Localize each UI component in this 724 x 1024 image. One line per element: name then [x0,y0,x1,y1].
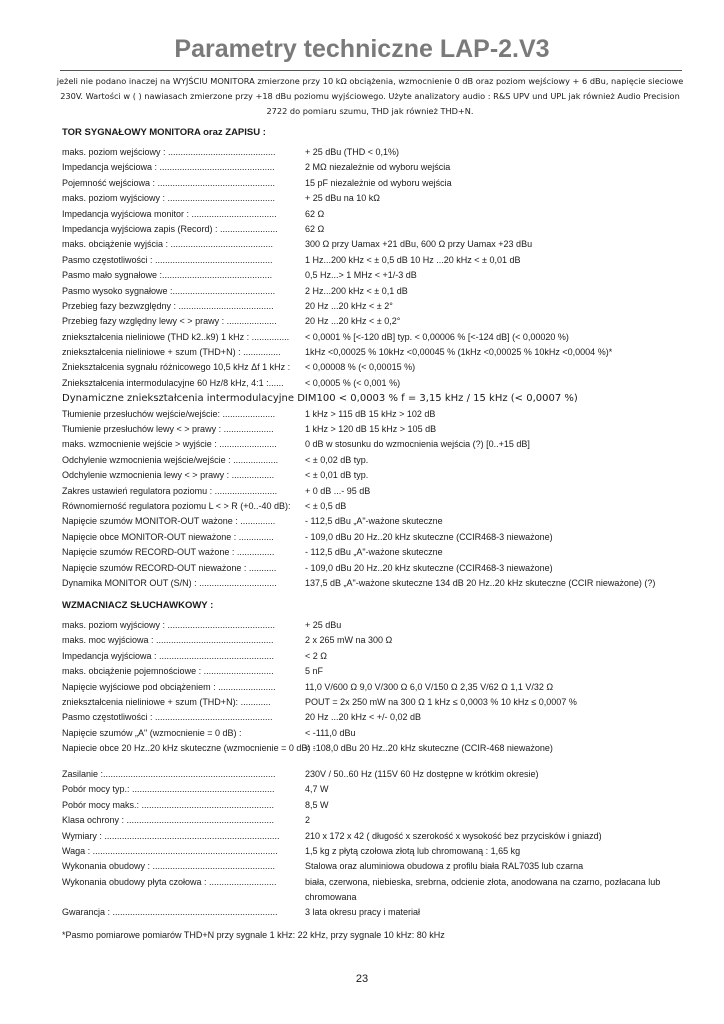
intro-paragraph: jeżeli nie podano inaczej na WYJŚCIU MONITORA zmierzone przy 10 kΩ obciążenia, wzmocnienie 0 dB oraz poziom wejściowy + 6 dBu, napięcie sieciowe 230V. Wartości w ( ) nawiasach zmierzone przy +18 dBu poziomu wyjściowego. Użyte analizatory audio : R&S UPV und UPL jak również Audio Precision 2722 do pomiaru szumu, THD jak również THD+N. [56,76,684,116]
spec-label: Tłumienie przesłuchów wejście/wejście: ..................... [62,408,276,419]
spec-value: 137,5 dB „A"-ważone skuteczne 134 dB 20 Hz..20 kHz skuteczne (CCIR nieważone) (?) [305,577,656,588]
spec-label: Napiecie obce 20 Hz..20 kHz skuteczne (wzmocnienie = 0 dB) : [62,743,316,754]
spec-label: Zniekształcenia sygnału różnicowego 10,5 kHz Δf 1 kHz : [62,362,291,373]
spec-label: Impedancja wyjściowa : .............................................. [62,650,275,661]
spec-row [62,710,702,725]
spec-row [62,767,702,782]
spec-label: Pasmo wysoko sygnałowe :......................................... [62,285,276,296]
spec-value: < ± 0,5 dB [305,500,347,511]
headphone-spec-table [62,618,702,757]
spec-value: 20 Hz ...20 kHz < +/- 0,02 dB [305,712,422,723]
spec-row [62,695,702,710]
spec-row [62,844,702,859]
spec-value: 2 MΩ niezależnie od wyboru wejścia [305,162,451,173]
spec-label: Zasilanie :..................................................................... [62,769,276,779]
spec-label: Dynamika MONITOR OUT (S/N) : ............................... [62,577,277,588]
spec-value: - 109,0 dBu 20 Hz..20 kHz skuteczne (CCIR468-3 nieważone) [305,531,553,542]
spec-label: Pasmo częstotliwości : ............................................... [62,712,273,723]
spec-label: Napięcie szumów RECORD-OUT nieważone : ........... [62,562,277,573]
spec-value: 210 x 172 x 42 ( długość x szerokość x wysokość bez przycisków i gniazd) [305,830,602,841]
spec-label: zniekształcenia nieliniowe + szum (THD+N): ............ [62,696,271,707]
spec-label: maks. obciążenie pojemnościowe : ............................ [62,666,274,677]
spec-row [62,782,702,797]
spec-value: 1 kHz > 120 dB 15 kHz > 105 dB [305,424,437,435]
spec-row [62,376,702,391]
spec-value: biała, czerwona, niebieska, srebrna, odcienie złota, anodowana na czarno, pozłacana lub chromowana [305,876,661,902]
spec-row [62,561,702,576]
spec-label: Równomierność regulatora poziomu L < > R (+0..-40 dB): [62,500,291,511]
spec-value: < 0,00008 % (< 0,00015 %) [305,362,416,373]
spec-value: 20 Hz ...20 kHz < ± 0,2° [305,316,401,327]
spec-value: Stalowa oraz aluminiowa obudowa z profilu biała RAL7035 lub czarna [305,861,584,872]
spec-label: Napięcie wyjściowe pod obciążeniem : ....................... [62,681,276,692]
spec-row [62,859,702,874]
spec-row [62,176,702,191]
spec-label: maks. poziom wejściowy : ........................................... [62,147,276,157]
spec-value: < -111,0 dBu [305,727,356,738]
footnote: *Pasmo pomiarowe pomiarów THD+N przy sygnale 1 kHz: 22 kHz, przy sygnale 10 kHz: 80 kHz [62,930,445,940]
spec-label: Pobór mocy typ.: ......................................................... [62,784,275,795]
page-title: Parametry techniczne LAP-2.V3 [174,35,550,63]
spec-label: maks. poziom wyjściowy : ........................................... [62,620,276,630]
spec-row [62,222,702,237]
spec-row [62,680,702,695]
spec-value: 1kHz <0,00025 % 10kHz <0,00045 % (1kHz <0,00025 % 10kHz <0,0004 %)* [305,347,613,358]
spec-label: Wykonania obudowy płyta czołowa : ........................... [62,876,277,887]
spec-row [62,618,702,633]
spec-value: + 25 dBu (THD < 0,1%) [305,147,400,157]
spec-row [62,741,702,756]
spec-value: 4,7 W [305,784,329,795]
spec-row [62,514,702,529]
general-spec-table [62,767,702,920]
spec-row [62,545,702,560]
spec-label: Waga : .......................................................................... [62,845,278,856]
spec-label: zniekształcenia nieliniowe (THD k2..k9) 1 kHz : ............... [62,331,290,342]
spec-value: < 2 Ω [305,650,327,661]
spec-label: Pasmo mało sygnałowe :............................................ [62,270,273,281]
spec-value: < 0,0001 % [<-120 dB] typ. < 0,00006 % [<-124 dB] (< 0,00020 %) [305,331,569,342]
spec-label: maks. obciążenie wyjścia : ......................................... [62,239,274,250]
spec-label: Gwarancja : .................................................................. [62,906,278,917]
spec-value: + 25 dBu [305,620,342,630]
spec-value: - 109,0 dBu 20 Hz..20 kHz skuteczne (CCIR468-3 nieważone) [305,562,553,573]
spec-label: Wymiary : ...................................................................... [62,830,280,841]
spec-row [62,422,702,437]
spec-label: Zniekształcenia intermodulacyjne 60 Hz/8 kHz, 4:1 :...... [62,377,284,388]
spec-label: Napięcie obce MONITOR-OUT nieważone : .............. [62,531,274,542]
spec-label: Pasmo częstotliwości : ............................................... [62,254,273,265]
spec-label: Impedancja wyjściowa zapis (Record) : ....................... [62,223,278,234]
spec-label: maks. poziom wyjściowy : ........................................... [62,193,276,204]
spec-label: Impedancja wyjściowa monitor : .................................. [62,208,277,219]
spec-row [62,829,702,844]
spec-value: 3 lata okresu pracy i materiał [305,906,421,917]
spec-row [62,484,702,499]
spec-row [62,499,702,514]
spec-label: Przebieg fazy bezwzględny : ...................................... [62,300,274,311]
spec-label: Pojemność wejściowa : ............................................... [62,177,276,188]
spec-row [62,530,702,545]
spec-row [62,360,702,375]
spec-value: 300 Ω przy Uamax +21 dBu, 600 Ω przy Uamax +23 dBu [305,239,533,250]
spec-value: < ± 0,02 dB typ. [305,454,369,465]
spec-value: - 112,5 dBu „A"-ważone skuteczne [305,516,443,527]
spec-label: Klasa ochrony : ........................................................... [62,815,275,826]
spec-row [62,268,702,283]
spec-value: 20 Hz ...20 kHz < ± 2° [305,300,393,311]
spec-label: Pobór mocy maks.: ..................................................... [62,799,275,810]
spec-row [62,649,702,664]
headphone-section-title: WZMACNIACZ SŁUCHAWKOWY : [62,600,214,611]
spec-value: + 25 dBu na 10 kΩ [305,193,381,204]
spec-value: - 112,5 dBu „A"-ważone skuteczne [305,547,443,558]
spec-row [62,284,702,299]
spec-row [62,237,702,252]
spec-row [62,798,702,813]
spec-value: 2 Hz...200 kHz < ± 0,1 dB [305,285,408,296]
spec-row [62,345,702,360]
spec-label: Zakres ustawień regulatora poziomu : ......................... [62,485,278,496]
spec-row [62,207,702,222]
spec-row [62,633,702,648]
spec-value: 2 x 265 mW na 300 Ω [305,635,393,646]
monitor-section-title: TOR SYGNAŁOWY MONITORA oraz ZAPISU : [62,127,266,138]
spec-value: 0,5 Hz...> 1 MHz < +1/-3 dB [305,270,417,281]
spec-row [62,253,702,268]
spec-value: 62 Ω [305,208,325,219]
spec-row [62,905,702,920]
spec-value: 2 [305,815,311,826]
spec-row [62,160,702,175]
spec-row [62,407,702,422]
spec-value: < -108,0 dBu 20 Hz..20 kHz skuteczne (CCIR-468 nieważone) [305,743,553,754]
spec-label: Przebieg fazy względny lewy < > prawy : .................... [62,316,277,327]
spec-value: 230V / 50..60 Hz (115V 60 Hz dostępne w krótkim okresie) [305,769,539,779]
spec-value: 1 kHz > 115 dB 15 kHz > 102 dB [305,408,436,419]
monitor-spec-table [62,145,702,591]
spec-row [62,330,702,345]
spec-row [62,576,702,591]
spec-label: Impedancja wejściowa : .............................................. [62,162,275,173]
spec-row [62,437,702,452]
spec-row [62,145,702,160]
spec-row [62,191,702,206]
page-number: 23 [355,973,369,985]
spec-label: Napięcie szumów RECORD-OUT ważone : ............... [62,547,275,558]
spec-row [62,453,702,468]
spec-row [62,726,702,741]
spec-value: 0 dB w stosunku do wzmocnienia wejścia (?) [0..+15 dB] [305,439,530,450]
spec-row [62,391,702,406]
spec-value: 8,5 W [305,799,329,810]
spec-label: Wykonania obudowy : ................................................. [62,861,275,872]
spec-label: Napięcie szumów MONITOR-OUT ważone : .............. [62,516,276,527]
spec-row [62,468,702,483]
spec-value: 62 Ω [305,223,325,234]
spec-value: 1,5 kg z płytą czołowa złotą lub chromowaną : 1,65 kg [305,845,521,856]
spec-value: + 0 dB ...- 95 dB [305,485,371,496]
spec-value: 1 Hz...200 kHz < ± 0,5 dB 10 Hz ...20 kHz < ± 0,01 dB [305,254,521,265]
spec-label: Napięcie szumów „A" (wzmocnienie = 0 dB) : [62,727,242,738]
spec-value: < 0,0005 % (< 0,001 %) [305,377,401,388]
spec-value: < ± 0,01 dB typ. [305,470,369,481]
spec-label: Tłumienie przesłuchów lewy < > prawy : .................... [62,424,274,435]
spec-value: 11,0 V/600 Ω 9,0 V/300 Ω 6,0 V/150 Ω 2,35 V/62 Ω 1,1 V/32 Ω [305,681,554,692]
spec-label: zniekształcenia nieliniowe + szum (THD+N) : ............... [62,347,281,358]
spec-value: 5 nF [305,666,324,677]
title-divider [60,70,682,71]
spec-value: 15 pF niezależnie od wyboru wejścia [305,177,452,188]
spec-row [62,813,702,828]
spec-value: POUT = 2x 250 mW na 300 Ω 1 kHz ≤ 0,0003 % 10 kHz ≤ 0,0007 % [305,696,577,707]
spec-full-text: Dynamiczne zniekształcenia intermodulacyjne DIM100 < 0,0003 % f = 3,15 kHz / 15 kHz (< 0,0007 %) [62,393,578,405]
spec-row [62,314,702,329]
spec-row [62,664,702,679]
spec-label: maks. wzmocnienie wejście > wyjście : ....................... [62,439,277,450]
spec-row [62,299,702,314]
spec-row [62,875,702,905]
spec-label: Odchylenie wzmocnienia lewy < > prawy : ................. [62,470,275,481]
spec-label: maks. moc wyjściowa : ............................................... [62,635,274,646]
spec-label: Odchylenie wzmocnienia wejście/wejście : .................. [62,454,279,465]
